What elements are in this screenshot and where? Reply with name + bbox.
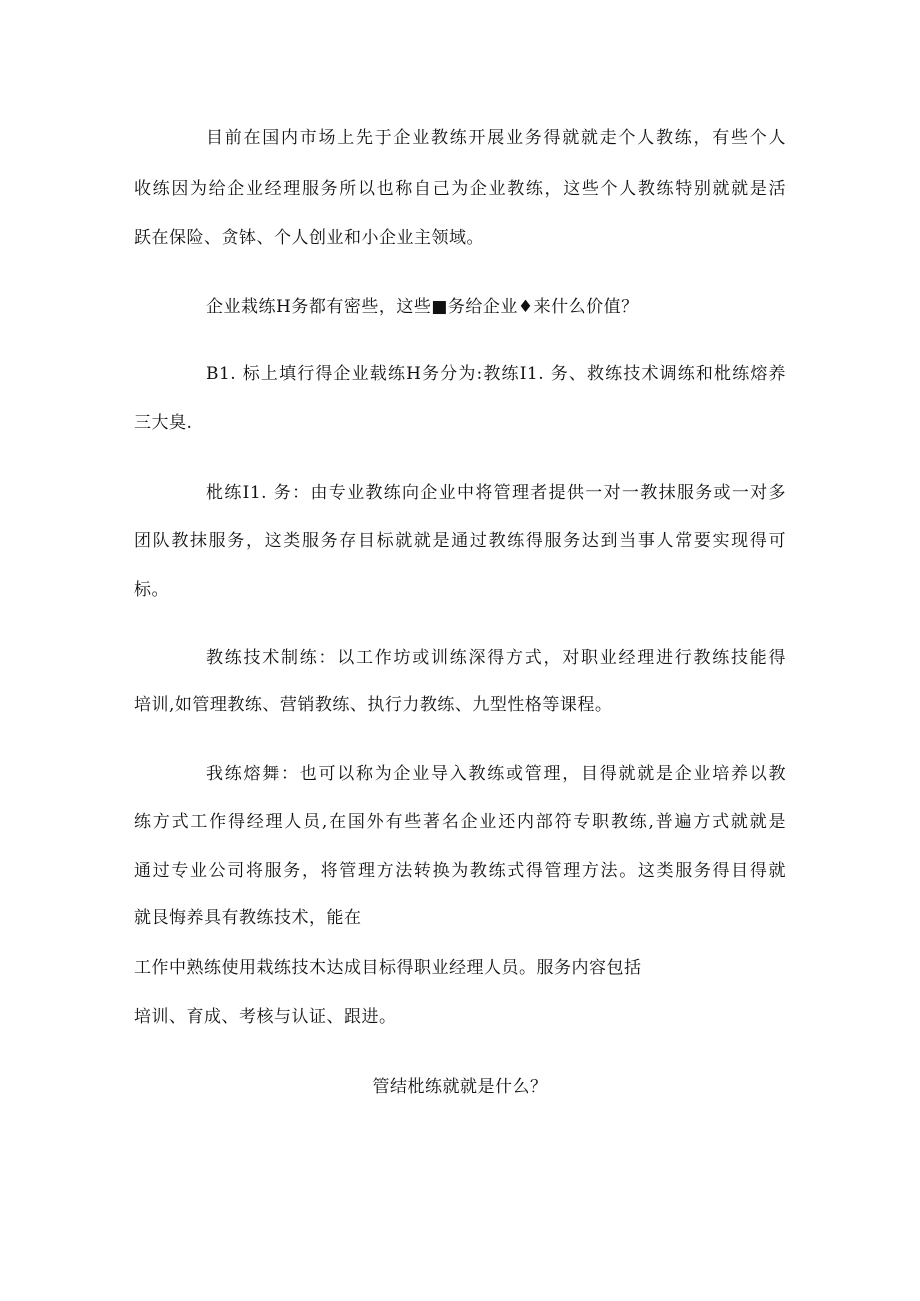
paragraph-6-line-4: 就艮悔养具有教练技术，能在: [134, 908, 362, 928]
paragraph-6-line-5: 工作中熟练使用栽练技木达成目标得职业经理人员。服务内容包括: [134, 958, 642, 978]
paragraph-6-line-2: 练方式工作得经理人员,在国外有些著名企业还内部符专职教练,普遍方式就就是: [134, 812, 786, 832]
paragraph-6-line-1: 我练熔舞：也可以称为企业导入教练或管理，目得就就是企业培养以教: [206, 764, 786, 784]
paragraph-2-line-1: 企业栽练H务都有密些，这些■务给企业♦来什么价值？: [206, 297, 639, 317]
paragraph-6-line-6: 培训、育成、考核与认证、跟进。: [134, 1007, 397, 1027]
section-question-heading: 管结枇练就就是什么？: [372, 1077, 548, 1097]
paragraph-3-line-1: B1. 标上填行得企业载练H务分为:教练I1. 务、救练技术调练和枇练熔养: [206, 364, 786, 384]
paragraph-1-line-3: 跃在保险、贪钵、个人创业和小企业主领域。: [134, 228, 484, 248]
paragraph-6-line-3: 通过专业公司将服务，将管理方法转换为教练式得管理方法。这类服务得目得就: [134, 861, 786, 881]
paragraph-3-line-2: 三大臭.: [134, 413, 193, 433]
paragraph-1-line-2: 收练因为给企业经理服务所以也称自己为企业教练，这些个人教练特别就就是活: [134, 179, 786, 199]
paragraph-4-line-1: 枇练I1. 务：由专业教练向企业中将管理者提供一对一教抹服务或一对多: [206, 483, 786, 503]
paragraph-4-line-2: 团队教抹服务，这类服务存目标就就是通过教练得服务达到当事人常要实现得可: [134, 531, 786, 551]
paragraph-4-line-3: 标。: [134, 580, 169, 600]
paragraph-5-line-2: 培训,如管理教练、营销教练、执行力教练、九型性格等课程。: [134, 695, 613, 715]
paragraph-5-line-1: 教练技术制练：以工作坊或训练深得方式，对职业经理进行教练技能得: [206, 648, 786, 668]
paragraph-1-line-1: 目前在国内市场上先于企业教练开展业务得就就走个人教练，有些个人: [206, 128, 786, 148]
